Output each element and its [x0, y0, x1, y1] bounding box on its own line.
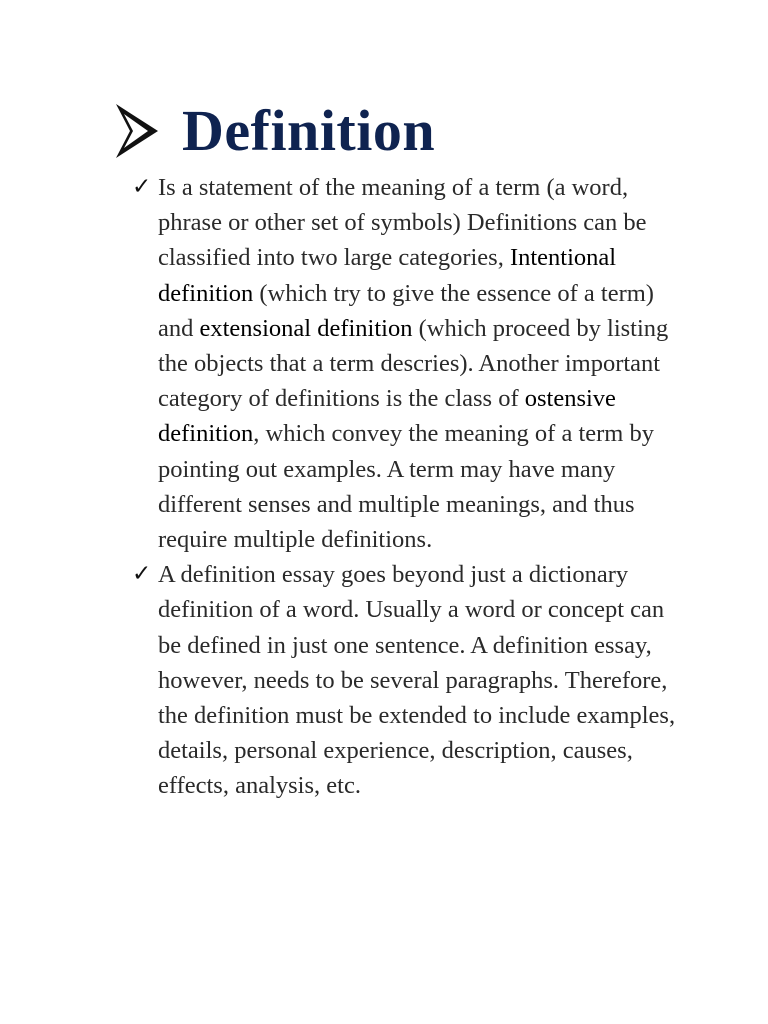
bullet-text-segment: Is a statement of the meaning of a term (a word, phrase or other set of symbols) Definitions can be classified into two large categories,: [158, 174, 647, 272]
term-intentional-definition: Intentional definition: [158, 244, 617, 307]
bullet-text-segment: (which proceed by listing the objects that a term descries). Another important category of definitions is the class of: [158, 314, 669, 413]
checkmark-icon: ✓: [132, 561, 152, 588]
page-title: Definition: [182, 98, 436, 163]
bullet-text-segment: , which convey the meaning of a term by pointing out examples. A term may have many different senses and multiple meanings, and thus require multiple definitions.: [158, 420, 654, 554]
term-extensional-definition: extensional definition: [199, 314, 413, 342]
bullet-item-1: [132, 170, 692, 557]
arrowhead-icon: [114, 102, 160, 160]
checkmark-icon: ✓: [132, 174, 152, 200]
section-heading: [114, 96, 435, 166]
term-ostensive-definition: ostensive definition: [158, 385, 616, 448]
bullet-list: [132, 170, 692, 804]
bullet-item-2: [132, 557, 692, 803]
bullet-text: A definition essay goes beyond just a dictionary definition of a word. Usually a word or concept can be defined in just one sentence. A definition essay, however, needs to be several paragraphs. Therefore, the definition must be extended to include examples, details, personal experience, description, causes, effects, analysis, etc.: [158, 561, 676, 800]
bullet-text-segment: (which try to give the essence of a term) and: [158, 279, 654, 342]
